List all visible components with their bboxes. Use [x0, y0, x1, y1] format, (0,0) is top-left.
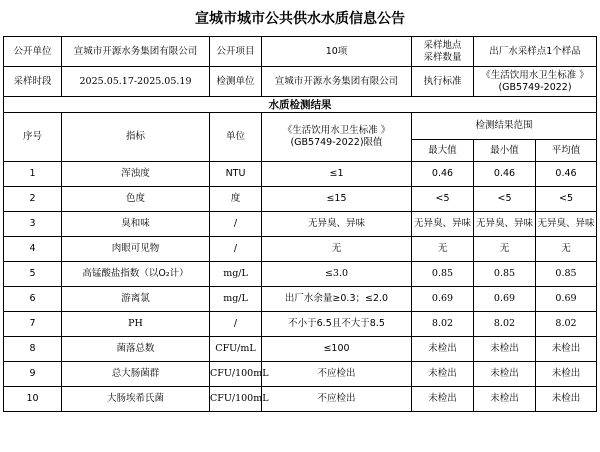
cell-limit: ≤3.0 — [262, 262, 412, 287]
cell-unit: / — [210, 237, 262, 262]
water-quality-table — [3, 36, 597, 412]
meta-row-2 — [4, 67, 597, 97]
cell-unit: CFU/100mL — [210, 387, 262, 412]
cell-indicator: 总大肠菌群 — [62, 362, 210, 387]
cell-unit: CFU/mL — [210, 337, 262, 362]
cell-avg: 0.85 — [536, 262, 597, 287]
table-row — [4, 212, 597, 237]
cell-avg: 无异臭、异味 — [536, 212, 597, 237]
table-row — [4, 362, 597, 387]
cell-unit: mg/L — [210, 262, 262, 287]
cell-unit: mg/L — [210, 287, 262, 312]
table-row — [4, 312, 597, 337]
publisher-value: 宣城市开源水务集团有限公司 — [62, 37, 210, 67]
cell-seq: 9 — [4, 362, 62, 387]
cell-seq: 7 — [4, 312, 62, 337]
cell-seq: 10 — [4, 387, 62, 412]
cell-limit: 不小于6.5且不大于8.5 — [262, 312, 412, 337]
cell-limit: ≤15 — [262, 187, 412, 212]
header-row-1 — [4, 113, 597, 140]
sampling-site-value: 出厂水采样点1个样品 — [474, 37, 597, 67]
table-row — [4, 187, 597, 212]
cell-min: 无异臭、异味 — [474, 212, 536, 237]
cell-max: 8.02 — [412, 312, 474, 337]
header-avg: 平均值 — [536, 140, 597, 162]
header-seq: 序号 — [4, 113, 62, 162]
cell-max: <5 — [412, 187, 474, 212]
cell-indicator: 大肠埃希氏菌 — [62, 387, 210, 412]
cell-min: 未检出 — [474, 362, 536, 387]
cell-avg: 无 — [536, 237, 597, 262]
cell-indicator: 肉眼可见物 — [62, 237, 210, 262]
table-row — [4, 337, 597, 362]
cell-min: 未检出 — [474, 387, 536, 412]
cell-unit: NTU — [210, 162, 262, 187]
sampling-site-label: 采样地点 采样数量 — [412, 37, 474, 67]
cell-unit: 度 — [210, 187, 262, 212]
cell-indicator: 游离氯 — [62, 287, 210, 312]
cell-limit: 不应检出 — [262, 362, 412, 387]
table-row — [4, 387, 597, 412]
header-max: 最大值 — [412, 140, 474, 162]
cell-seq: 8 — [4, 337, 62, 362]
cell-indicator: PH — [62, 312, 210, 337]
cell-min: 0.69 — [474, 287, 536, 312]
cell-max: 0.46 — [412, 162, 474, 187]
standard-value: 《生活饮用水卫生标准 》 (GB5749-2022) — [474, 67, 597, 97]
table-row — [4, 162, 597, 187]
section-title: 水质检测结果 — [4, 97, 597, 113]
cell-unit: CFU/100mL — [210, 362, 262, 387]
cell-unit: / — [210, 212, 262, 237]
cell-min: <5 — [474, 187, 536, 212]
sampling-period-value: 2025.05.17-2025.05.19 — [62, 67, 210, 97]
cell-max: 0.69 — [412, 287, 474, 312]
cell-avg: 8.02 — [536, 312, 597, 337]
cell-indicator: 浑浊度 — [62, 162, 210, 187]
publisher-label: 公开单位 — [4, 37, 62, 67]
cell-indicator: 菌落总数 — [62, 337, 210, 362]
items-label: 公开项目 — [210, 37, 262, 67]
cell-indicator: 色度 — [62, 187, 210, 212]
cell-seq: 3 — [4, 212, 62, 237]
cell-seq: 4 — [4, 237, 62, 262]
cell-avg: 未检出 — [536, 387, 597, 412]
cell-seq: 5 — [4, 262, 62, 287]
cell-seq: 1 — [4, 162, 62, 187]
header-range: 检测结果范围 — [412, 113, 597, 140]
cell-limit: ≤100 — [262, 337, 412, 362]
cell-limit: ≤1 — [262, 162, 412, 187]
cell-limit: 无 — [262, 237, 412, 262]
table-row — [4, 262, 597, 287]
cell-min: 未检出 — [474, 337, 536, 362]
items-value: 10项 — [262, 37, 412, 67]
cell-unit: / — [210, 312, 262, 337]
meta-row-1 — [4, 37, 597, 67]
testing-unit-value: 宣城市开源水务集团有限公司 — [262, 67, 412, 97]
testing-unit-label: 检测单位 — [210, 67, 262, 97]
cell-max: 无 — [412, 237, 474, 262]
table-row — [4, 237, 597, 262]
cell-min: 0.85 — [474, 262, 536, 287]
cell-avg: 0.46 — [536, 162, 597, 187]
cell-max: 未检出 — [412, 362, 474, 387]
cell-max: 未检出 — [412, 387, 474, 412]
cell-min: 0.46 — [474, 162, 536, 187]
cell-min: 8.02 — [474, 312, 536, 337]
cell-avg: 0.69 — [536, 287, 597, 312]
section-row — [4, 97, 597, 113]
cell-avg: 未检出 — [536, 362, 597, 387]
standard-label: 执行标准 — [412, 67, 474, 97]
cell-limit: 无异臭、异味 — [262, 212, 412, 237]
cell-max: 0.85 — [412, 262, 474, 287]
header-min: 最小值 — [474, 140, 536, 162]
sampling-period-label: 采样时段 — [4, 67, 62, 97]
cell-avg: 未检出 — [536, 337, 597, 362]
cell-max: 未检出 — [412, 337, 474, 362]
cell-limit: 不应检出 — [262, 387, 412, 412]
table-row — [4, 287, 597, 312]
cell-indicator: 高锰酸盐指数（以O₂计） — [62, 262, 210, 287]
header-indicator: 指标 — [62, 113, 210, 162]
cell-min: 无 — [474, 237, 536, 262]
cell-seq: 6 — [4, 287, 62, 312]
cell-avg: <5 — [536, 187, 597, 212]
page-title: 宣城市城市公共供水水质信息公告 — [195, 11, 405, 27]
header-limit: 《生活饮用水卫生标准 》 (GB5749-2022)限值 — [262, 113, 412, 162]
cell-limit: 出厂水余量≥0.3；≤2.0 — [262, 287, 412, 312]
cell-indicator: 臭和味 — [62, 212, 210, 237]
cell-max: 无异臭、异味 — [412, 212, 474, 237]
cell-seq: 2 — [4, 187, 62, 212]
header-unit: 单位 — [210, 113, 262, 162]
